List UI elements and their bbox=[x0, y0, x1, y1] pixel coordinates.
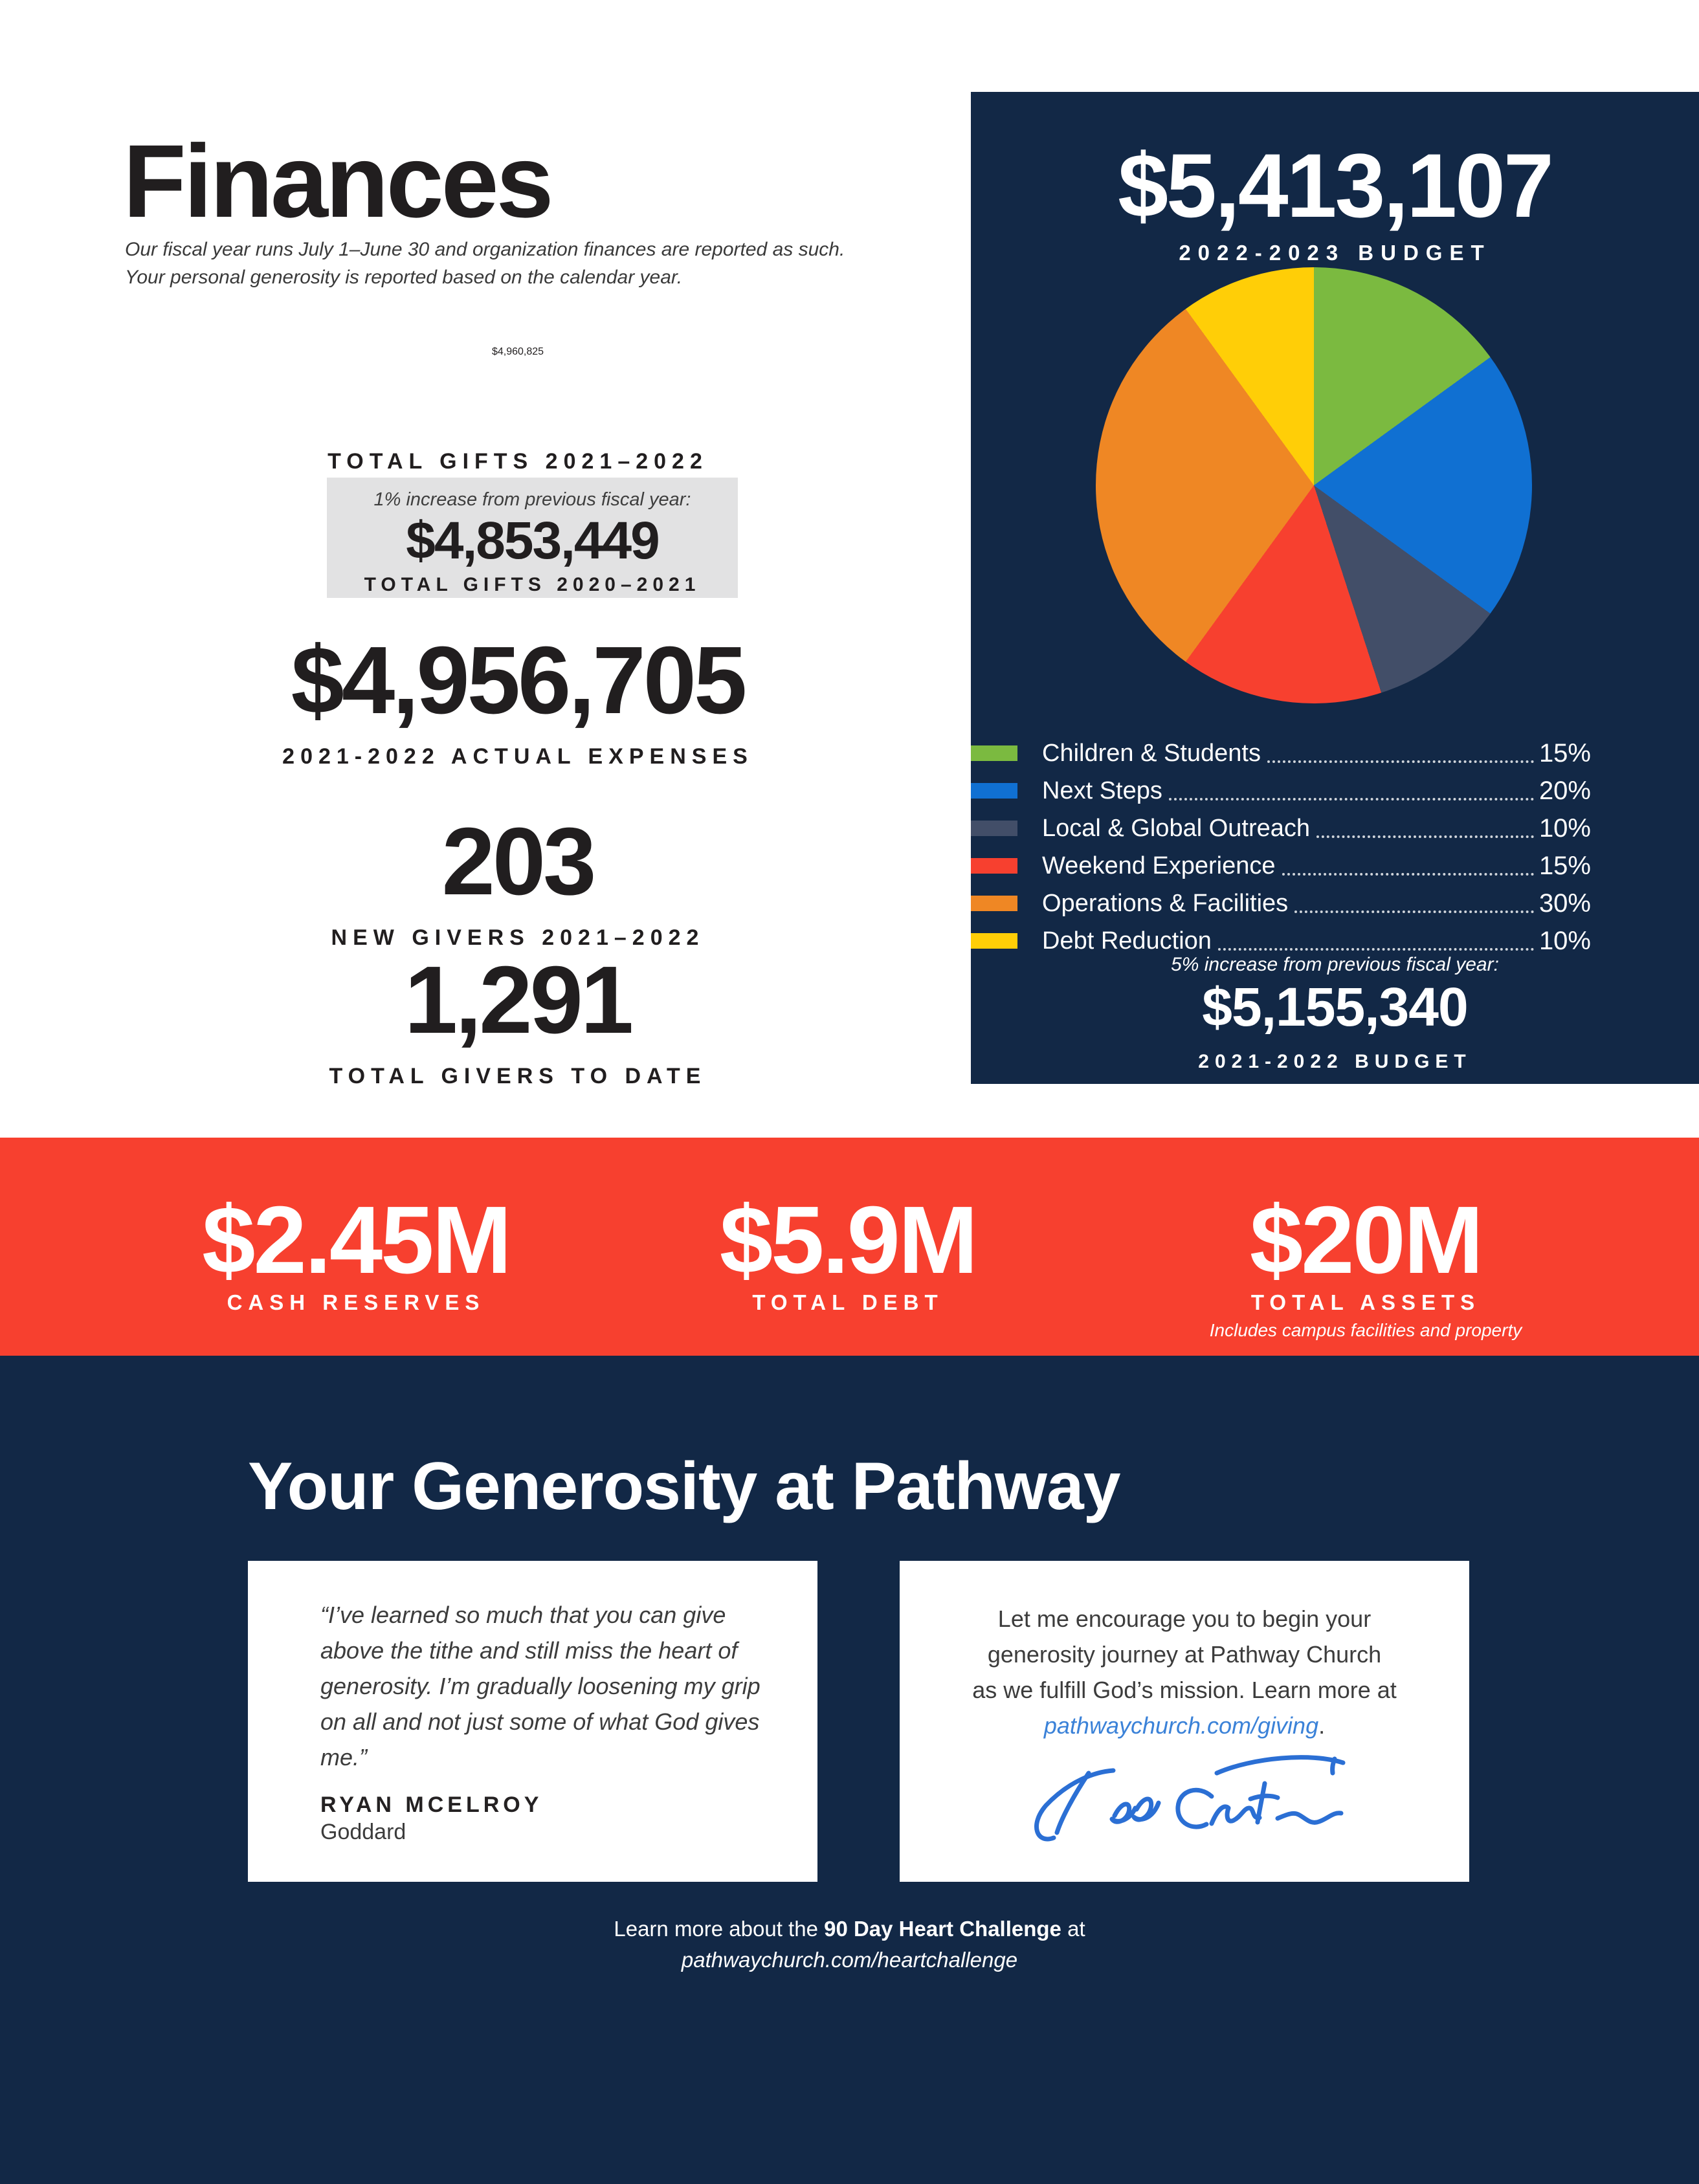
message-line-3: as we fulfill God’s mission. Learn more at bbox=[972, 1677, 1397, 1703]
stat-expenses-label: 2021-2022 ACTUAL EXPENSES bbox=[282, 744, 753, 769]
legend-swatch-blue bbox=[971, 783, 1017, 799]
stat-new-givers-label: NEW GIVERS 2021–2022 bbox=[331, 925, 705, 950]
dot-leader bbox=[1282, 873, 1534, 876]
legend-label: Children & Students bbox=[1042, 739, 1261, 767]
footer-text: Learn more about the bbox=[614, 1917, 825, 1941]
dot-leader bbox=[1267, 760, 1534, 763]
prior-budget-amount: $5,155,340 bbox=[1202, 976, 1468, 1037]
generosity-heading: Your Generosity at Pathway bbox=[248, 1449, 1120, 1524]
footer-line-1 bbox=[0, 1917, 1699, 1941]
legend-percent: 15% bbox=[1538, 738, 1591, 767]
footer-text: at bbox=[1061, 1917, 1085, 1941]
legend-swatch-green bbox=[971, 745, 1017, 761]
signature bbox=[1016, 1742, 1353, 1859]
total-debt-value: $5.9M bbox=[719, 1187, 977, 1294]
prior-budget-label: 2021-2022 BUDGET bbox=[1198, 1051, 1472, 1072]
testimonial-location: Goddard bbox=[320, 1820, 406, 1844]
message-line-2: generosity journey at Pathway Church bbox=[987, 1641, 1382, 1668]
page-title: Finances bbox=[123, 123, 551, 239]
stat-total-gifts-value: $4,960,825 bbox=[491, 346, 544, 357]
pastor-message-card bbox=[900, 1561, 1469, 1882]
legend-swatch-slate bbox=[971, 821, 1017, 836]
legend-label: Next Steps bbox=[1042, 777, 1162, 804]
heart-challenge-name: 90 Day Heart Challenge bbox=[824, 1917, 1061, 1941]
stat-expenses-value: $4,956,705 bbox=[291, 627, 745, 734]
cash-reserves-value: $2.45M bbox=[202, 1187, 510, 1294]
pastor-message bbox=[938, 1601, 1430, 1743]
link-period: . bbox=[1318, 1712, 1326, 1739]
legend-row-next-steps bbox=[971, 772, 1591, 810]
stat-total-givers-label: TOTAL GIVERS TO DATE bbox=[329, 1064, 707, 1088]
dot-leader bbox=[1169, 798, 1534, 800]
budget-pie-chart bbox=[1096, 267, 1532, 703]
legend-percent: 20% bbox=[1538, 776, 1591, 805]
budget-legend bbox=[971, 734, 1591, 960]
total-assets-caption: Includes campus facilities and property bbox=[1209, 1320, 1522, 1340]
prior-year-label: TOTAL GIFTS 2020–2021 bbox=[364, 574, 701, 596]
message-line-1: Let me encourage you to begin your bbox=[997, 1605, 1371, 1632]
total-assets-label: TOTAL ASSETS bbox=[1250, 1290, 1481, 1314]
subtitle-line-2: Your personal generosity is reported based on the calendar year. bbox=[125, 267, 683, 288]
legend-row-outreach bbox=[971, 810, 1591, 847]
prior-budget-note: 5% increase from previous fiscal year: bbox=[1171, 954, 1499, 975]
legend-swatch-orange bbox=[971, 896, 1017, 911]
legend-label: Debt Reduction bbox=[1042, 927, 1212, 954]
legend-swatch-yellow bbox=[971, 933, 1017, 949]
dot-leader bbox=[1316, 835, 1534, 838]
dot-leader bbox=[1218, 948, 1534, 951]
cash-reserves-label: CASH RESERVES bbox=[227, 1290, 485, 1314]
heartchallenge-link[interactable]: pathwaychurch.com/heartchallenge bbox=[681, 1948, 1018, 1972]
legend-percent: 10% bbox=[1538, 926, 1591, 955]
total-debt-label: TOTAL DEBT bbox=[752, 1290, 944, 1314]
budget-panel bbox=[971, 92, 1699, 1084]
prior-year-note: 1% increase from previous fiscal year: bbox=[373, 489, 691, 510]
legend-percent: 10% bbox=[1538, 813, 1591, 843]
budget-amount-label: 2022-2023 BUDGET bbox=[1179, 241, 1491, 265]
budget-amount: $5,413,107 bbox=[1118, 135, 1552, 236]
giving-link[interactable]: pathwaychurch.com/giving bbox=[1043, 1712, 1319, 1739]
generosity-section bbox=[0, 1356, 1699, 2184]
legend-percent: 15% bbox=[1538, 851, 1591, 880]
legend-percent: 30% bbox=[1538, 888, 1591, 918]
financial-summary-band bbox=[0, 1138, 1699, 1356]
total-assets-value: $20M bbox=[1249, 1187, 1482, 1294]
message-link-line bbox=[938, 1708, 1430, 1743]
legend-label: Weekend Experience bbox=[1042, 852, 1276, 879]
legend-row-operations-facilities bbox=[971, 885, 1591, 922]
testimonial-name: RYAN MCELROY bbox=[320, 1792, 543, 1817]
page-subtitle bbox=[125, 236, 845, 291]
legend-row-children-students bbox=[971, 734, 1591, 772]
subtitle-line-1: Our fiscal year runs July 1–June 30 and organization finances are reported as such. bbox=[125, 239, 845, 260]
stat-total-gifts-label: TOTAL GIFTS 2021–2022 bbox=[328, 449, 708, 474]
testimonial-quote: “I’ve learned so much that you can give above the tithe and still miss the heart of generosity. I’m gradually loosening my grip on all and not just some of what God gives me.” bbox=[320, 1602, 761, 1770]
prior-year-gifts-box bbox=[327, 478, 738, 598]
dot-leader bbox=[1294, 910, 1534, 913]
stat-total-givers-value: 1,291 bbox=[404, 947, 632, 1053]
legend-label: Operations & Facilities bbox=[1042, 889, 1289, 917]
prior-year-value: $4,853,449 bbox=[406, 511, 659, 570]
testimonial-card bbox=[248, 1561, 817, 1882]
legend-swatch-red bbox=[971, 858, 1017, 874]
legend-row-weekend-experience bbox=[971, 847, 1591, 885]
stat-new-givers-value: 203 bbox=[441, 808, 594, 915]
legend-label: Local & Global Outreach bbox=[1042, 814, 1311, 842]
